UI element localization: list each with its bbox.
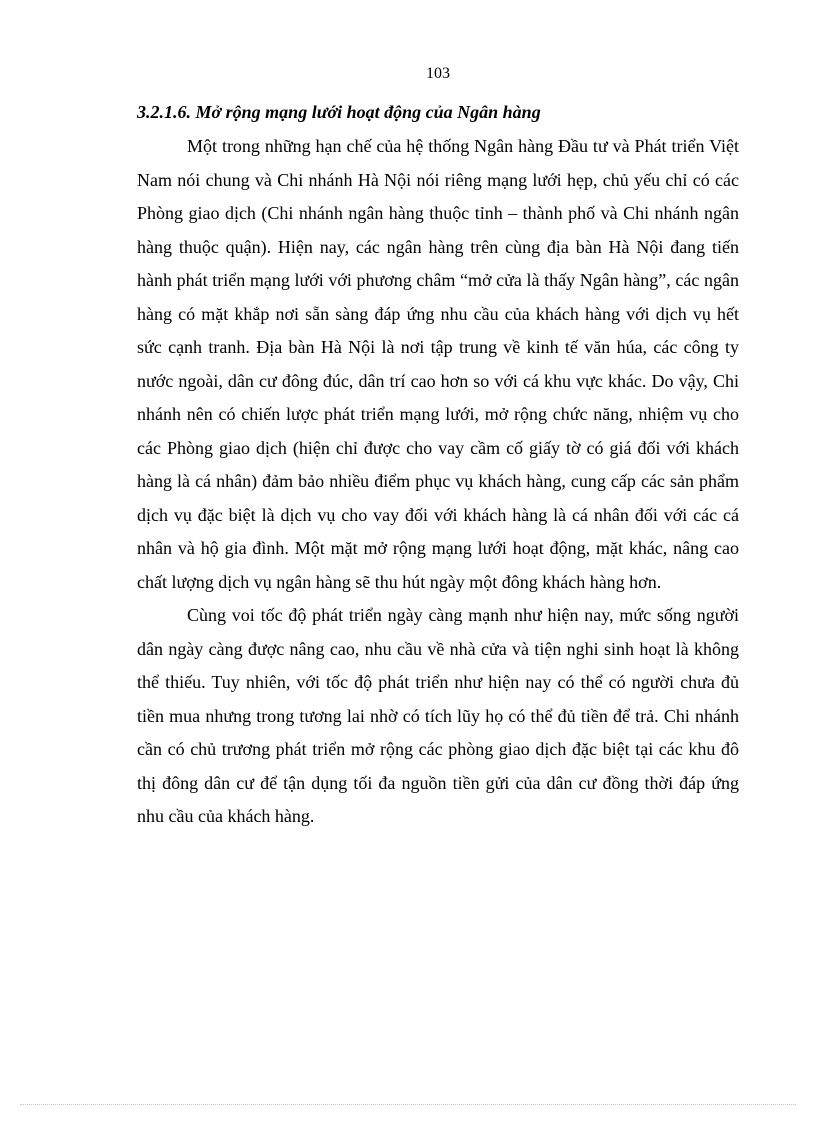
paragraph: Cùng voi tốc độ phát triển ngày càng mạnh như hiện nay, mức sống người dân ngày càng được nâng cao, nhu cầu về nhà cửa và tiện nghi sinh hoạt là không thể thiếu. Tuy nhiên, với tốc độ phát triển như hiện nay có thể có người chưa đủ tiền mua nhưng trong tương lai nhờ có tích lũy họ có thể đủ tiền để trả. Chi nhánh cần có chủ trương phát triển mở rộng các phòng giao dịch đặc biệt tại các khu đô thị đông dân cư để tận dụng tối đa nguồn tiền gửi của dân cư đồng thời đáp ứng nhu cầu của khách hàng. <box>137 605 739 826</box>
page-bottom-border <box>20 1104 796 1105</box>
section-heading: 3.2.1.6. Mở rộng mạng lưới hoạt động của Ngân hàng <box>137 102 541 122</box>
page-number: 103 <box>426 65 450 82</box>
paragraph: Một trong những hạn chế của hệ thống Ngân hàng Đầu tư và Phát triển Việt Nam nói chung và Chi nhánh Hà Nội nói riêng mạng lưới hẹp, chủ yếu chỉ có các Phòng giao dịch (Chi nhánh ngân hàng thuộc tỉnh – thành phố và Chi nhánh ngân hàng thuộc quận). Hiện nay, các ngân hàng trên cùng địa bàn Hà Nội đang tiến hành phát triển mạng lưới với phương châm “mở cửa là thấy Ngân hàng”, các ngân hàng có mặt khắp nơi sẵn sàng đáp ứng nhu cầu của khách hàng với dịch vụ hết sức cạnh tranh. Địa bàn Hà Nội là nơi tập trung về kinh tế văn húa, các công ty nước ngoài, dân cư đông đúc, dân trí cao hơn so với cá khu vực khác. Do vậy, Chi nhánh nên có chiến lược phát triển mạng lưới, mở rộng chức năng, nhiệm vụ cho các Phòng giao dịch (hiện chỉ được cho vay cầm cố giấy tờ có giá đối với khách hàng là cá nhân) đảm bảo nhiều điểm phục vụ khách hàng, cung cấp các sản phẩm dịch vụ đặc biệt là dịch vụ cho vay đối với khách hàng là cá nhân đối với các cá nhân và hộ gia đình. Một mặt mở rộng mạng lưới hoạt động, mặt khác, nâng cao chất lượng dịch vụ ngân hàng sẽ thu hút ngày một đông khách hàng hơn. <box>137 136 739 592</box>
body-text <box>137 130 739 834</box>
